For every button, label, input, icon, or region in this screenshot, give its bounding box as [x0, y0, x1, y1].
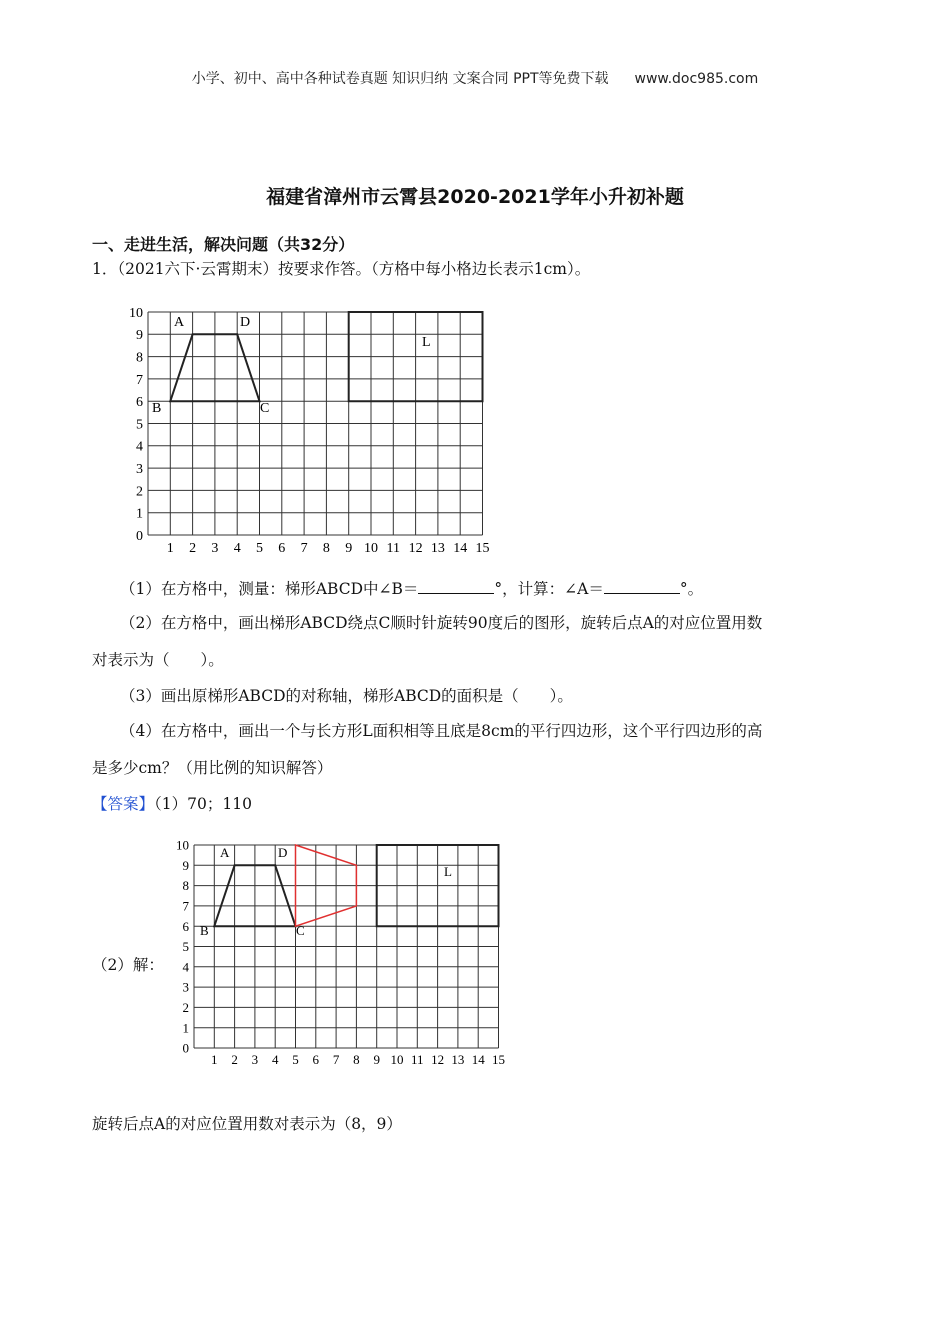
question-x-ticks: [167, 541, 490, 556]
x-tick-label: 6: [312, 1052, 320, 1066]
answer-grid-lines: [194, 845, 499, 1048]
x-tick-label: 4: [271, 1052, 279, 1066]
label-D: D: [240, 315, 251, 330]
y-tick-label: 2: [182, 999, 189, 1015]
x-tick-label: 8: [353, 1052, 360, 1066]
y-tick-label: 7: [182, 898, 189, 914]
y-tick-label: 1: [136, 506, 143, 522]
x-tick-label: 15: [475, 541, 490, 556]
answer-label-L: L: [444, 864, 452, 879]
x-tick-label: 15: [492, 1052, 505, 1066]
header-text: 小学、初中、高中各种试卷真题 知识归纳 文案合同 PPT等免费下载: [191, 71, 609, 87]
answer-label-B: B: [200, 923, 209, 938]
question-part-4b: 是多少cm？（用比例的知识解答）: [92, 759, 333, 777]
y-tick-label: 6: [182, 918, 189, 934]
y-tick-label: 2: [136, 484, 143, 500]
answer-part-2-label: （2）解：: [92, 956, 164, 974]
question-part-2b: 对表示为（ ）。: [92, 651, 224, 669]
x-tick-label: 11: [411, 1052, 424, 1066]
y-tick-label: 4: [182, 959, 189, 975]
x-tick-label: 3: [211, 541, 219, 556]
x-tick-label: 6: [278, 541, 286, 556]
x-tick-label: 2: [231, 1052, 238, 1066]
part-1-text-c: °。: [679, 580, 704, 598]
label-A: A: [174, 315, 185, 330]
page-header: [0, 68, 950, 88]
x-tick-label: 14: [453, 541, 468, 556]
y-tick-label: 8: [182, 878, 189, 894]
x-tick-label: 13: [451, 1052, 465, 1066]
y-tick-label: 6: [136, 395, 143, 411]
question-part-2a: （2）在方格中，画出梯形ABCD绕点C顺时针旋转90度后的图形，旋转后点A的对应位置用数: [120, 614, 763, 632]
x-tick-label: 10: [390, 1052, 404, 1066]
question-grid-lines: [148, 312, 483, 535]
question-intro: 1．（2021六下·云霄期末）按要求作答。（方格中每小格边长表示1cm）。: [92, 260, 591, 278]
angle-a-blank: [604, 578, 680, 594]
x-tick-label: 14: [471, 1052, 485, 1066]
section-heading: 一、走进生活，解决问题（共32分）: [92, 235, 355, 254]
answer-part-1: （1）70；110: [154, 795, 252, 813]
page-title: 福建省漳州市云霄县2020-2021学年小升初补题: [266, 186, 684, 208]
x-tick-label: 8: [322, 541, 330, 556]
x-tick-label: 1: [211, 1052, 218, 1066]
answer-label-A: A: [220, 845, 230, 860]
x-tick-label: 4: [233, 541, 241, 556]
y-tick-label: 5: [136, 417, 143, 433]
question-part-3: （3）画出原梯形ABCD的对称轴，梯形ABCD的面积是（ ）。: [120, 687, 573, 705]
question-y-ticks: [129, 306, 143, 544]
x-tick-label: 5: [256, 541, 263, 556]
y-tick-label: 4: [136, 439, 143, 455]
x-tick-label: 11: [386, 541, 401, 556]
y-tick-label: 3: [136, 462, 143, 477]
x-tick-label: 13: [430, 541, 445, 556]
x-tick-label: 3: [251, 1052, 259, 1066]
answer-x-ticks: [211, 1052, 505, 1066]
x-tick-label: 7: [300, 541, 308, 556]
x-tick-label: 2: [189, 541, 197, 556]
y-tick-label: 8: [136, 350, 143, 366]
label-B: B: [152, 401, 162, 416]
y-tick-label: 0: [136, 528, 143, 544]
x-tick-label: 9: [345, 541, 353, 556]
part-1-text-b: °，计算：∠A＝: [494, 580, 604, 598]
question-part-1: [120, 578, 880, 599]
angle-b-blank: [418, 578, 494, 594]
y-tick-label: 10: [129, 305, 143, 321]
x-tick-label: 7: [332, 1052, 340, 1066]
question-part-4a: （4）在方格中，画出一个与长方形L面积相等且底是8cm的平行四边形，这个平行四边形的高: [120, 722, 763, 740]
answer-label-D: D: [278, 845, 288, 860]
x-tick-label: 5: [292, 1052, 299, 1066]
answer-grid: [168, 830, 518, 1066]
y-tick-label: 1: [182, 1020, 189, 1036]
y-tick-label: 9: [136, 328, 143, 344]
x-tick-label: 10: [364, 541, 378, 556]
y-tick-label: 5: [182, 939, 189, 955]
y-tick-label: 3: [182, 979, 189, 995]
y-tick-label: 9: [182, 857, 189, 873]
question-grid: [118, 296, 508, 558]
answer-tag: 【答案】: [92, 795, 155, 813]
answer-y-ticks: [176, 838, 190, 1056]
header-site: www.doc985.com: [634, 71, 759, 87]
x-tick-label: 12: [408, 541, 423, 556]
part-1-text-a: （1）在方格中，测量：梯形ABCD中∠B＝: [120, 580, 419, 598]
y-tick-label: 7: [136, 372, 143, 388]
answer-label-C: C: [296, 923, 305, 938]
x-tick-label: 1: [166, 541, 174, 556]
y-tick-label: 10: [176, 837, 189, 853]
x-tick-label: 12: [431, 1052, 445, 1066]
x-tick-label: 9: [373, 1052, 380, 1066]
label-C: C: [260, 401, 270, 416]
answer-line: [92, 794, 252, 814]
y-tick-label: 0: [182, 1040, 189, 1056]
answer-conclusion: 旋转后点A的对应位置用数对表示为（8，9）: [92, 1115, 402, 1133]
label-L: L: [422, 335, 431, 350]
